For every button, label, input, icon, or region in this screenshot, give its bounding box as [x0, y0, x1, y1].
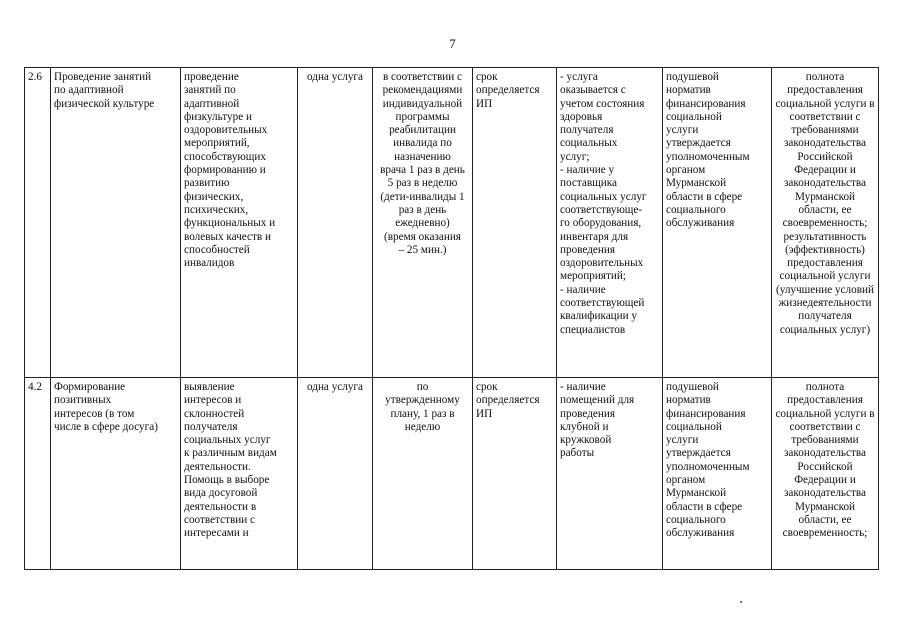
- services-table: [24, 67, 879, 570]
- service-quality-cell: полнота предоставления социальной услуги в соответствии с требованиями законодательства Российской Федерации и законодательства Мурманской области, ее своевременность; результативность (эффективность) предоставления социальной услуги (улучшение условий жизнедеятельности получателя социальных услуг): [772, 68, 879, 378]
- scan-speck: [740, 601, 742, 603]
- service-unit-cell: одна услуга: [298, 68, 373, 378]
- table-row: [25, 378, 879, 570]
- service-content-cell: проведение занятий по адаптивной физкультуре и оздоровительных мероприятий, способствующих формированию и развитию физических, психических, функциональных и волевых качеств и способностей инвалидов: [181, 68, 298, 378]
- row-number-cell: 2.6: [25, 68, 51, 378]
- service-term-cell: срок определяется ИП: [473, 378, 557, 570]
- service-name-cell: Формирование позитивных интересов (в том числе в сфере досуга): [51, 378, 181, 570]
- service-name-cell: Проведение занятий по адаптивной физической культуре: [51, 68, 181, 378]
- service-volume-cell: по утвержденному плану, 1 раз в неделю: [373, 378, 473, 570]
- service-content-cell: выявление интересов и склонностей получателя социальных услуг к различным видам деятельности. Помощь в выборе вида досуговой деятельности в соответствии с интересами и: [181, 378, 298, 570]
- service-norm-cell: подушевой норматив финансирования социальной услуги утверждается уполномоченным органом Мурманской области в сфере социального обслуживания: [663, 68, 772, 378]
- page-number: 7: [449, 36, 456, 51]
- service-term-cell: срок определяется ИП: [473, 68, 557, 378]
- service-norm-cell: подушевой норматив финансирования социальной услуги утверждается уполномоченным органом Мурманской области в сфере социального обслуживания: [663, 378, 772, 570]
- row-number-cell: 4.2: [25, 378, 51, 570]
- service-unit-cell: одна услуга: [298, 378, 373, 570]
- service-conditions-cell: - услуга оказывается с учетом состояния здоровья получателя социальных услуг; - наличие у поставщика социальных услуг соответствующе- го оборудования, инвентаря для проведения оздоровительных мероприятий; - наличие соответствующей квалификации у специалистов: [557, 68, 663, 378]
- table-row: [25, 68, 879, 378]
- service-conditions-cell: - наличие помещений для проведения клубной и кружковой работы: [557, 378, 663, 570]
- service-quality-cell: полнота предоставления социальной услуги в соответствии с требованиями законодательства Российской Федерации и законодательства Мурманской области, ее своевременность;: [772, 378, 879, 570]
- service-volume-cell: в соответствии с рекомендациями индивидуальной программы реабилитации инвалида по назначению врача 1 раз в день 5 раз в неделю (дети-инвалиды 1 раз в день ежедневно) (время оказания – 25 мин.): [373, 68, 473, 378]
